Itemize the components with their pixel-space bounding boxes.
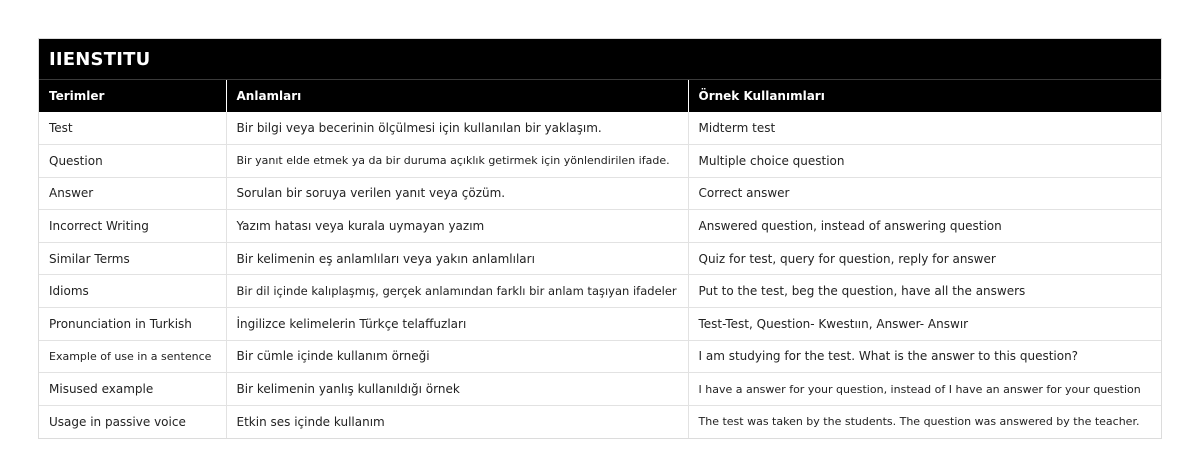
table-row: [39, 177, 1161, 210]
meaning-cell: Bir kelimenin yanlış kullanıldığı örnek: [226, 373, 688, 406]
meaning-cell: Bir cümle içinde kullanım örneği: [226, 340, 688, 373]
term-cell: Usage in passive voice: [39, 405, 226, 438]
example-cell: Correct answer: [688, 177, 1161, 210]
example-cell: Test-Test, Question- Kwestıın, Answer- Answır: [688, 308, 1161, 341]
header-row: [39, 80, 1161, 112]
column-header-examples: Örnek Kullanımları: [688, 80, 1161, 112]
example-cell: Midterm test: [688, 112, 1161, 145]
table-row: [39, 405, 1161, 438]
column-header-terms: Terimler: [39, 80, 226, 112]
meaning-cell: Bir kelimenin eş anlamlıları veya yakın anlamlıları: [226, 242, 688, 275]
meaning-cell: Sorulan bir soruya verilen yanıt veya çözüm.: [226, 177, 688, 210]
meaning-cell: Bir dil içinde kalıplaşmış, gerçek anlamından farklı bir anlam taşıyan ifadeler: [226, 275, 688, 308]
term-cell: Example of use in a sentence: [39, 340, 226, 373]
term-cell: Question: [39, 145, 226, 178]
example-cell: I have a answer for your question, instead of I have an answer for your question: [688, 373, 1161, 406]
glossary-table-container: [38, 38, 1162, 439]
term-cell: Test: [39, 112, 226, 145]
term-cell: Misused example: [39, 373, 226, 406]
table-row: [39, 275, 1161, 308]
term-cell: Incorrect Writing: [39, 210, 226, 243]
table-row: [39, 340, 1161, 373]
term-cell: Pronunciation in Turkish: [39, 308, 226, 341]
column-header-meanings: Anlamları: [226, 80, 688, 112]
table-row: [39, 210, 1161, 243]
table-row: [39, 373, 1161, 406]
table-row: [39, 112, 1161, 145]
glossary-table: [39, 80, 1161, 438]
example-cell: Multiple choice question: [688, 145, 1161, 178]
term-cell: Answer: [39, 177, 226, 210]
brand-title: IIENSTITU: [39, 39, 1161, 80]
table-row: [39, 242, 1161, 275]
term-cell: Idioms: [39, 275, 226, 308]
example-cell: Put to the test, beg the question, have all the answers: [688, 275, 1161, 308]
table-row: [39, 145, 1161, 178]
table-row: [39, 308, 1161, 341]
meaning-cell: Bir yanıt elde etmek ya da bir duruma açıklık getirmek için yönlendirilen ifade.: [226, 145, 688, 178]
term-cell: Similar Terms: [39, 242, 226, 275]
table-header: [39, 80, 1161, 112]
meaning-cell: Etkin ses içinde kullanım: [226, 405, 688, 438]
example-cell: Quiz for test, query for question, reply for answer: [688, 242, 1161, 275]
example-cell: The test was taken by the students. The question was answered by the teacher.: [688, 405, 1161, 438]
table-body: [39, 112, 1161, 438]
meaning-cell: Bir bilgi veya becerinin ölçülmesi için kullanılan bir yaklaşım.: [226, 112, 688, 145]
example-cell: I am studying for the test. What is the answer to this question?: [688, 340, 1161, 373]
meaning-cell: İngilizce kelimelerin Türkçe telaffuzları: [226, 308, 688, 341]
example-cell: Answered question, instead of answering question: [688, 210, 1161, 243]
meaning-cell: Yazım hatası veya kurala uymayan yazım: [226, 210, 688, 243]
